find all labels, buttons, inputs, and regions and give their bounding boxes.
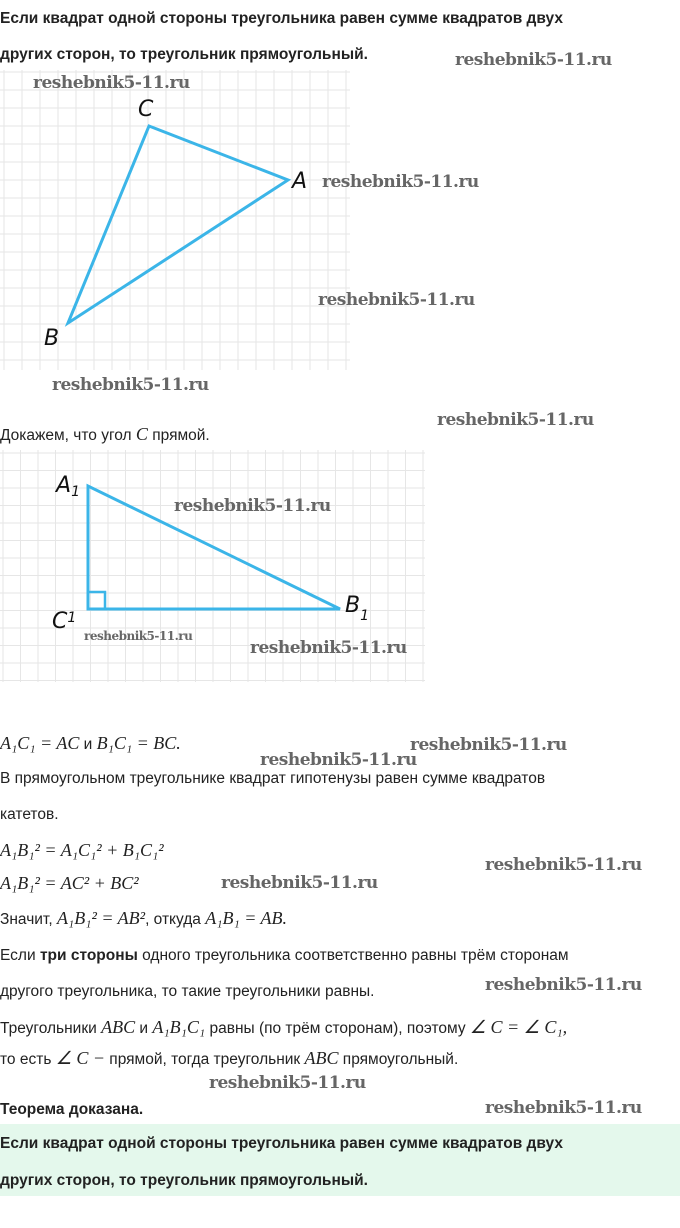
sss-line-2: другого треугольника, то такие треугольники равны. bbox=[0, 983, 375, 1000]
equation-3: A₁B₁² = AC² + BC² bbox=[0, 873, 139, 893]
watermark: reshebnik5-11.ru bbox=[410, 735, 567, 755]
watermark: reshebnik5-11.ru bbox=[318, 290, 475, 310]
math: C bbox=[135, 424, 148, 444]
pythagoras-line-1: В прямоугольном треугольнике квадрат гипотенузы равен сумме квадратов bbox=[0, 770, 546, 787]
watermark: reshebnik5-11.ru bbox=[174, 496, 331, 516]
sss-line-1: Если три стороны одного треугольника соответственно равны трём сторонам bbox=[0, 947, 569, 964]
label-c: C bbox=[138, 97, 154, 122]
label-a: A bbox=[292, 169, 308, 194]
watermark: reshebnik5-11.ru bbox=[322, 172, 479, 192]
theorem-line-2: других сторон, то треугольник прямоугольный. bbox=[0, 46, 368, 63]
highlight-line-1: Если квадрат одной стороны треугольника равен сумме квадратов двух bbox=[0, 1135, 563, 1152]
watermark: reshebnik5-11.ru bbox=[485, 855, 642, 875]
text: Докажем, что угол bbox=[0, 427, 136, 444]
equality-line: A₁C₁ = AC и B₁C₁ = BC. bbox=[0, 733, 181, 753]
triangle-abc bbox=[68, 126, 288, 323]
equation-2: A₁B₁² = A₁C₁² + B₁C₁² bbox=[0, 840, 164, 860]
watermark: reshebnik5-11.ru bbox=[250, 638, 407, 658]
highlight-line-2: других сторон, то треугольник прямоугольный. bbox=[0, 1172, 368, 1189]
label-c1: $C^1$ bbox=[52, 609, 77, 634]
proved-text: Теорема доказана. bbox=[0, 1101, 144, 1118]
watermark: reshebnik5-11.ru bbox=[260, 750, 417, 770]
therefore-line: Значит, A₁B₁² = AB², откуда A₁B₁ = AB. bbox=[0, 908, 288, 928]
figure-triangle-abc bbox=[0, 70, 360, 370]
watermark: reshebnik5-11.ru bbox=[52, 375, 209, 395]
grid bbox=[0, 70, 350, 370]
watermark: reshebnik5-11.ru bbox=[84, 629, 193, 643]
prove-line bbox=[0, 424, 210, 446]
watermark: reshebnik5-11.ru bbox=[485, 1098, 642, 1118]
label-b1: $B_1$ bbox=[345, 593, 370, 624]
watermark: reshebnik5-11.ru bbox=[455, 50, 612, 70]
watermark: reshebnik5-11.ru bbox=[209, 1073, 366, 1093]
text: прямой. bbox=[147, 427, 210, 444]
label-b: B bbox=[44, 326, 60, 351]
conclusion-line-1: Треугольники ABC и A₁B₁C₁ равны (по трём сторонам), поэтому ∠ C = ∠ C₁, bbox=[0, 1017, 568, 1037]
watermark: reshebnik5-11.ru bbox=[437, 410, 594, 430]
watermark: reshebnik5-11.ru bbox=[221, 873, 378, 893]
watermark: reshebnik5-11.ru bbox=[33, 73, 190, 93]
pythagoras-line-2: катетов. bbox=[0, 806, 59, 823]
watermark: reshebnik5-11.ru bbox=[485, 975, 642, 995]
label-a1: A1 bbox=[56, 473, 80, 500]
conclusion-line-2: то есть ∠ C − прямой, тогда треугольник ABC прямоугольный. bbox=[0, 1048, 459, 1068]
theorem-line-1: Если квадрат одной стороны треугольника равен сумме квадратов двух bbox=[0, 10, 563, 27]
